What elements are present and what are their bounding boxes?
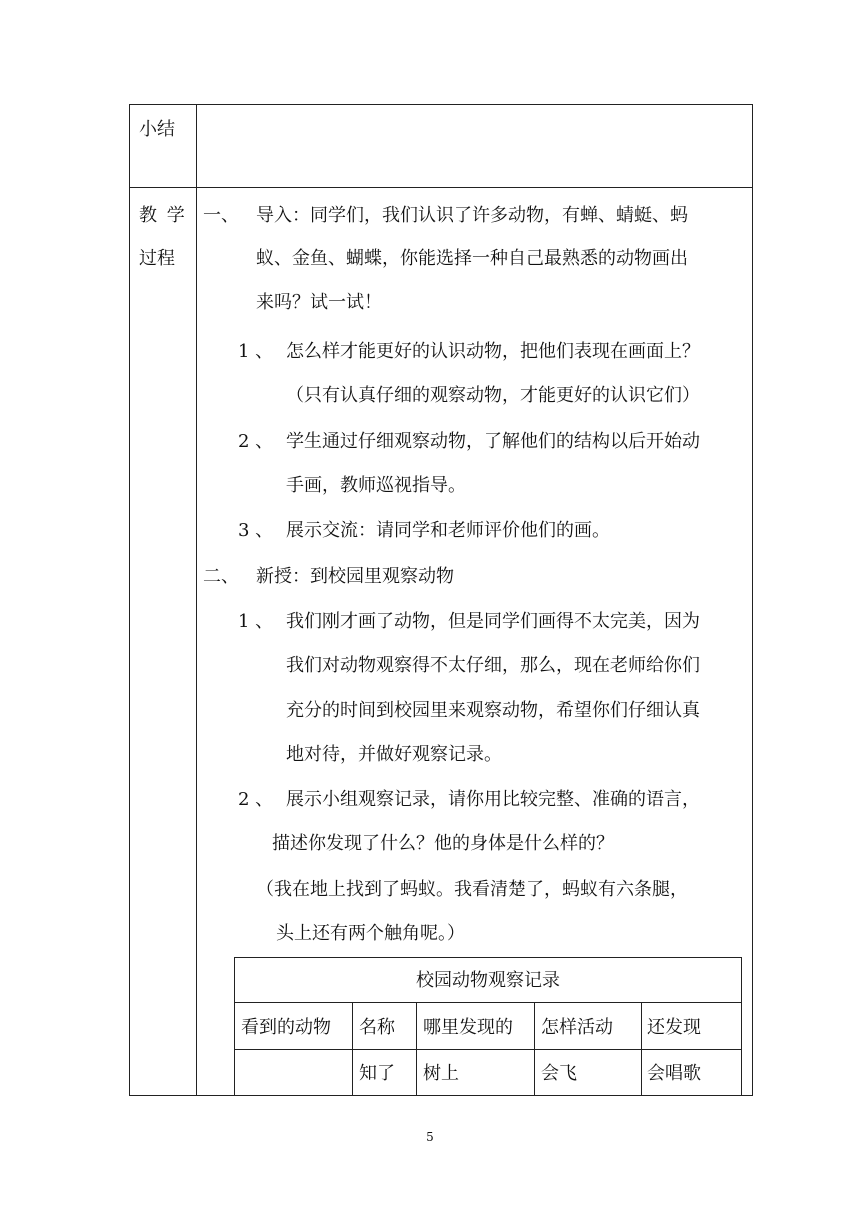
intro-line: 导入：同学们，我们认识了许多动物，有蝉、蜻蜓、蚂 [256, 205, 688, 226]
row-divider [130, 187, 752, 188]
column-divider [352, 1003, 353, 1095]
intro-line: 来吗？试一试！ [256, 292, 382, 313]
item-number: 2 、 [238, 789, 274, 810]
record-table-title: 校园动物观察记录 [416, 970, 560, 991]
item-line: 怎么样才能更好的认识动物，把他们表现在画面上？ [286, 341, 700, 362]
item-line: 学生通过仔细观察动物，了解他们的结构以后开始动 [286, 431, 700, 452]
column-divider [196, 105, 197, 1095]
observation-record-table [234, 957, 742, 1096]
summary-label: 小结 [139, 119, 175, 140]
table-cell: 会飞 [541, 1063, 577, 1084]
item-line: 地对待，并做好观察记录。 [286, 744, 502, 765]
table-header-cell: 看到的动物 [241, 1017, 331, 1038]
item-line: 展示小组观察记录，请你用比较完整、准确的语言， [286, 789, 700, 810]
table-header-cell: 名称 [359, 1017, 395, 1038]
column-divider [641, 1003, 642, 1095]
section-two-marker: 二、 [203, 566, 239, 587]
column-divider [534, 1003, 535, 1095]
section-two-title: 新授：到校园里观察动物 [256, 566, 454, 587]
item-number: 1 、 [238, 341, 274, 362]
process-label-line1: 教 学 [139, 205, 187, 226]
item-line: 描述你发现了什么？他的身体是什么样的？ [272, 833, 614, 854]
lesson-table [129, 104, 753, 1096]
row-divider [235, 1049, 741, 1050]
table-cell: 知了 [359, 1063, 395, 1084]
example-line: 头上还有两个触角呢。） [276, 923, 465, 944]
process-label-line2: 过程 [139, 248, 175, 269]
column-divider [416, 1003, 417, 1095]
table-header-cell: 还发现 [647, 1017, 701, 1038]
page-number: 5 [426, 1130, 434, 1144]
intro-line: 蚁、金鱼、蝴蝶，你能选择一种自己最熟悉的动物画出 [256, 248, 688, 269]
item-line: 我们刚才画了动物，但是同学们画得不太完美，因为 [286, 611, 700, 632]
table-header-cell: 怎样活动 [541, 1017, 613, 1038]
item-number: 2 、 [238, 431, 274, 452]
item-line: 展示交流：请同学和老师评价他们的画。 [286, 520, 610, 541]
item-line: 充分的时间到校园里来观察动物，希望你们仔细认真 [286, 700, 700, 721]
item-number: 3 、 [238, 520, 274, 541]
table-header-cell: 哪里发现的 [423, 1017, 513, 1038]
section-one-marker: 一、 [203, 205, 239, 226]
item-line: 手画，教师巡视指导。 [286, 475, 466, 496]
item-number: 1 、 [238, 611, 274, 632]
item-line: （只有认真仔细的观察动物，才能更好的认识它们） [286, 385, 700, 406]
example-line: （我在地上找到了蚂蚁。我看清楚了，蚂蚁有六条腿， [256, 879, 688, 900]
row-divider [235, 1002, 741, 1003]
table-cell: 会唱歌 [647, 1063, 701, 1084]
item-line: 我们对动物观察得不太仔细，那么，现在老师给你们 [286, 655, 700, 676]
table-cell: 树上 [423, 1063, 459, 1084]
